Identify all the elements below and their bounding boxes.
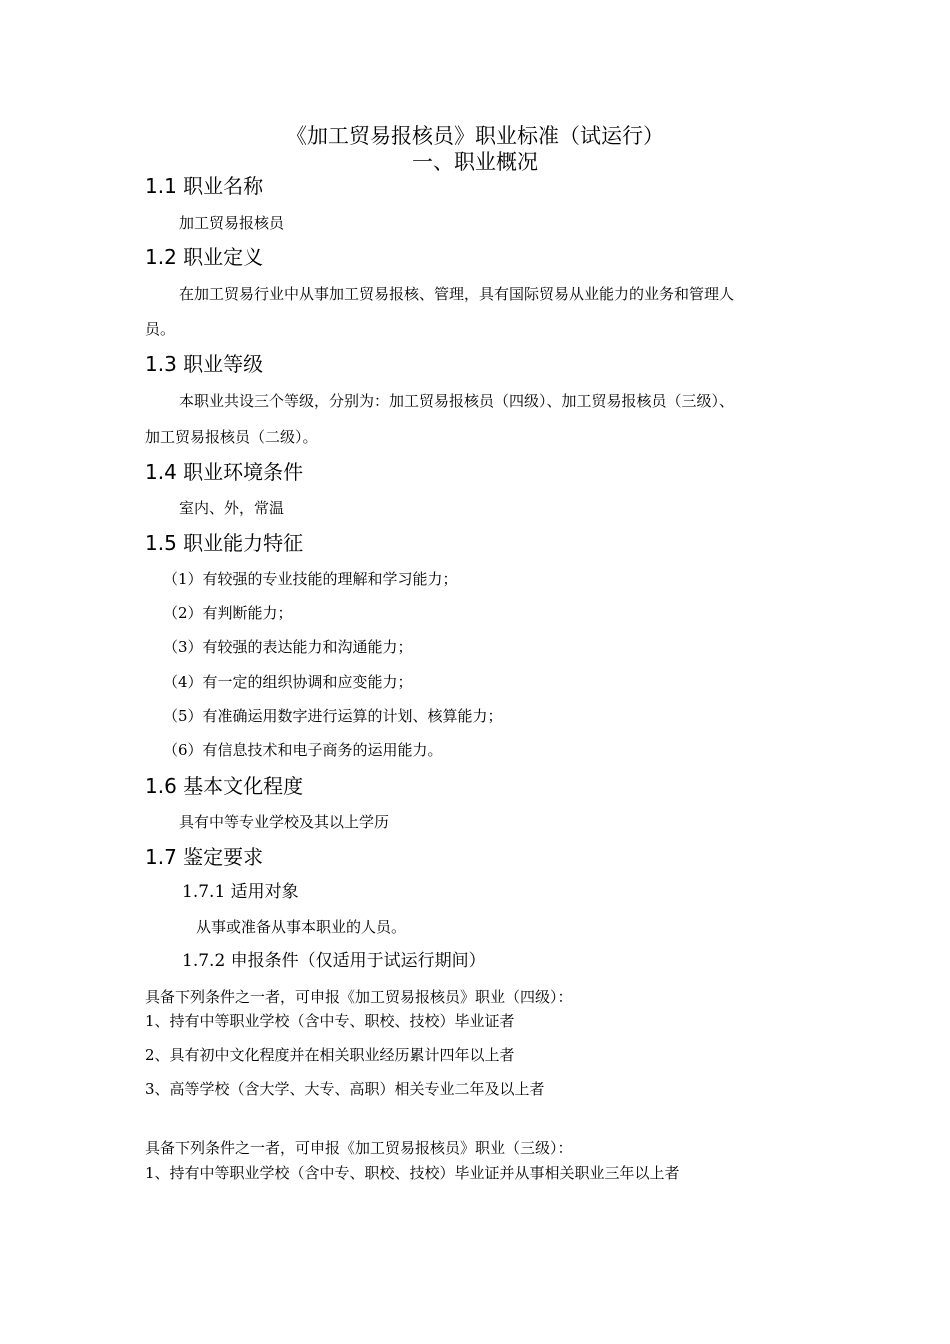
level4-intro: 具备下列条件之一者，可申报《加工贸易报核员》职业（四级）： [145,988,573,1006]
list-item: （4）有一定的组织协调和应变能力； [163,673,413,691]
document-title: 《加工贸易报核员》职业标准（试运行） [286,124,664,148]
subsection-heading-1-7-1: 1.7.1 适用对象 [182,882,299,902]
section-text-1-4: 室内、外，常温 [179,499,285,517]
list-item: 1、持有中等职业学校（含中专、职校、技校）毕业证者 [145,1012,515,1030]
section-heading-1-2: 1.2 职业定义 [145,245,264,269]
level3-intro: 具备下列条件之一者，可申报《加工贸易报核员》职业（三级）： [145,1139,573,1157]
section-heading-1-5: 1.5 职业能力特征 [145,531,304,555]
list-item: （3）有较强的表达能力和沟通能力； [163,638,413,656]
section-text-1-2-line1: 在加工贸易行业中从事加工贸易报核、管理，具有国际贸易从业能力的业务和管理人 [179,285,735,303]
list-item: 2、具有初中文化程度并在相关职业经历累计四年以上者 [145,1046,515,1064]
section-heading-1-1: 1.1 职业名称 [145,174,264,198]
list-item: （2）有判断能力； [163,604,293,622]
list-item: 1、持有中等职业学校（含中专、职校、技校）毕业证并从事相关职业三年以上者 [145,1164,680,1182]
list-item: （6）有信息技术和电子商务的运用能力。 [163,741,443,759]
section-text-1-1: 加工贸易报核员 [179,214,285,232]
section-text-1-3-line2: 加工贸易报核员（二级）。 [145,428,318,446]
section-heading-1-4: 1.4 职业环境条件 [145,460,304,484]
section-heading-1-7: 1.7 鉴定要求 [145,845,264,869]
section-text-1-6: 具有中等专业学校及其以上学历 [179,813,390,831]
section-heading-1-6: 1.6 基本文化程度 [145,774,304,798]
subsection-heading-1-7-2: 1.7.2 申报条件（仅适用于试运行期间） [182,951,486,971]
section-text-1-3-line1: 本职业共设三个等级，分别为：加工贸易报核员（四级）、加工贸易报核员（三级）、 [179,392,735,410]
chapter-heading: 一、职业概况 [412,150,538,174]
section-text-1-2-line2: 员。 [145,320,176,338]
list-item: （1）有较强的专业技能的理解和学习能力； [163,570,458,588]
subsection-text-1-7-1: 从事或准备从事本职业的人员。 [196,918,407,936]
list-item: （5）有准确运用数字进行运算的计划、核算能力； [163,707,503,725]
section-heading-1-3: 1.3 职业等级 [145,352,264,376]
list-item: 3、高等学校（含大学、大专、高职）相关专业二年及以上者 [145,1080,545,1098]
